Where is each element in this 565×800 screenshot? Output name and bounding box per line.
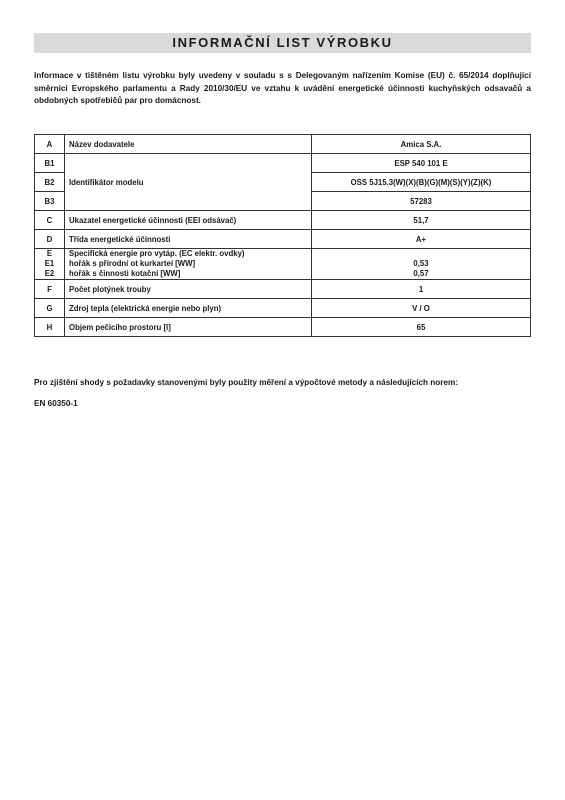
table-row: [35, 280, 531, 299]
row-value: 57283: [312, 192, 531, 211]
row-code: B2: [35, 173, 65, 192]
row-code: A: [35, 135, 65, 154]
row-code: D: [35, 230, 65, 249]
row-code: E: [46, 249, 53, 258]
row-value: OSS 5J15.3(W)(X)(B)(G)(M)(S)(Y)(Z)(K): [312, 173, 531, 192]
row-desc: Třída energetické účinnosti: [65, 230, 312, 249]
row-value: A+: [312, 230, 531, 249]
row-code: F: [35, 280, 65, 299]
row-desc: Specifická energie pro vytáp. (EC elektr. ovdky): [69, 249, 245, 258]
row-value: [316, 249, 526, 259]
row-desc: Zdroj tepla (elektrická energie nebo plyn): [65, 299, 312, 318]
title-bar: [34, 33, 531, 53]
table-row: [35, 230, 531, 249]
row-value: ESP 540 101 E: [312, 154, 531, 173]
row-desc: Počet plotýnek trouby: [65, 280, 312, 299]
row-code: E1: [44, 259, 55, 268]
table-row: [35, 154, 531, 173]
row-value: 1: [312, 280, 531, 299]
page-title: INFORMAČNÍ LIST VÝROBKU: [172, 35, 393, 50]
row-value: 51,7: [312, 211, 531, 230]
row-desc: Objem pečicího prostoru [l]: [65, 318, 312, 337]
row-code: B1: [35, 154, 65, 173]
row-code: G: [35, 299, 65, 318]
row-code: C: [35, 211, 65, 230]
standard-reference: EN 60350-1: [34, 399, 78, 408]
row-code: E2: [44, 269, 55, 278]
footer-note: Pro zjištění shody s požadavky stanovenými byly použity měření a výpočtové metody a následujících norem:: [34, 378, 459, 387]
table-row: [35, 249, 531, 280]
row-code: B3: [35, 192, 65, 211]
table-row: [35, 135, 531, 154]
row-value: Amica S.A.: [312, 135, 531, 154]
row-value: V / O: [312, 299, 531, 318]
row-desc: hořák s činnosti kotační [WW]: [69, 269, 181, 278]
row-desc: Identifikátor modelu: [65, 154, 312, 211]
intro-paragraph: Informace v tištěném listu výrobku byly uvedeny v souladu s s Delegovaným nařízením Komise (EU) č. 65/2014 doplňující směrnici Evropského parlamentu a Rady 2010/30/EU ve vztahu k uvádění energetické účinnosti kuchyňských odsavačů a obdobných spotřebičů par pro domácnost.: [34, 71, 531, 106]
row-desc-stack: [65, 249, 312, 280]
table-row: [35, 299, 531, 318]
table-row: [35, 211, 531, 230]
row-code-stack: [35, 249, 65, 280]
row-value: 0,53: [413, 259, 429, 268]
row-desc: Název dodavatele: [65, 135, 312, 154]
row-value: 0,57: [413, 269, 429, 278]
row-code: H: [35, 318, 65, 337]
row-desc: hořák s přírodní ot kurkarteí [WW]: [69, 259, 196, 268]
row-value: 65: [312, 318, 531, 337]
row-value-stack: [312, 249, 531, 280]
row-desc: Ukazatel energetické účinnosti (EEI odsávač): [65, 211, 312, 230]
table-row: [35, 318, 531, 337]
spec-table: [34, 134, 531, 337]
